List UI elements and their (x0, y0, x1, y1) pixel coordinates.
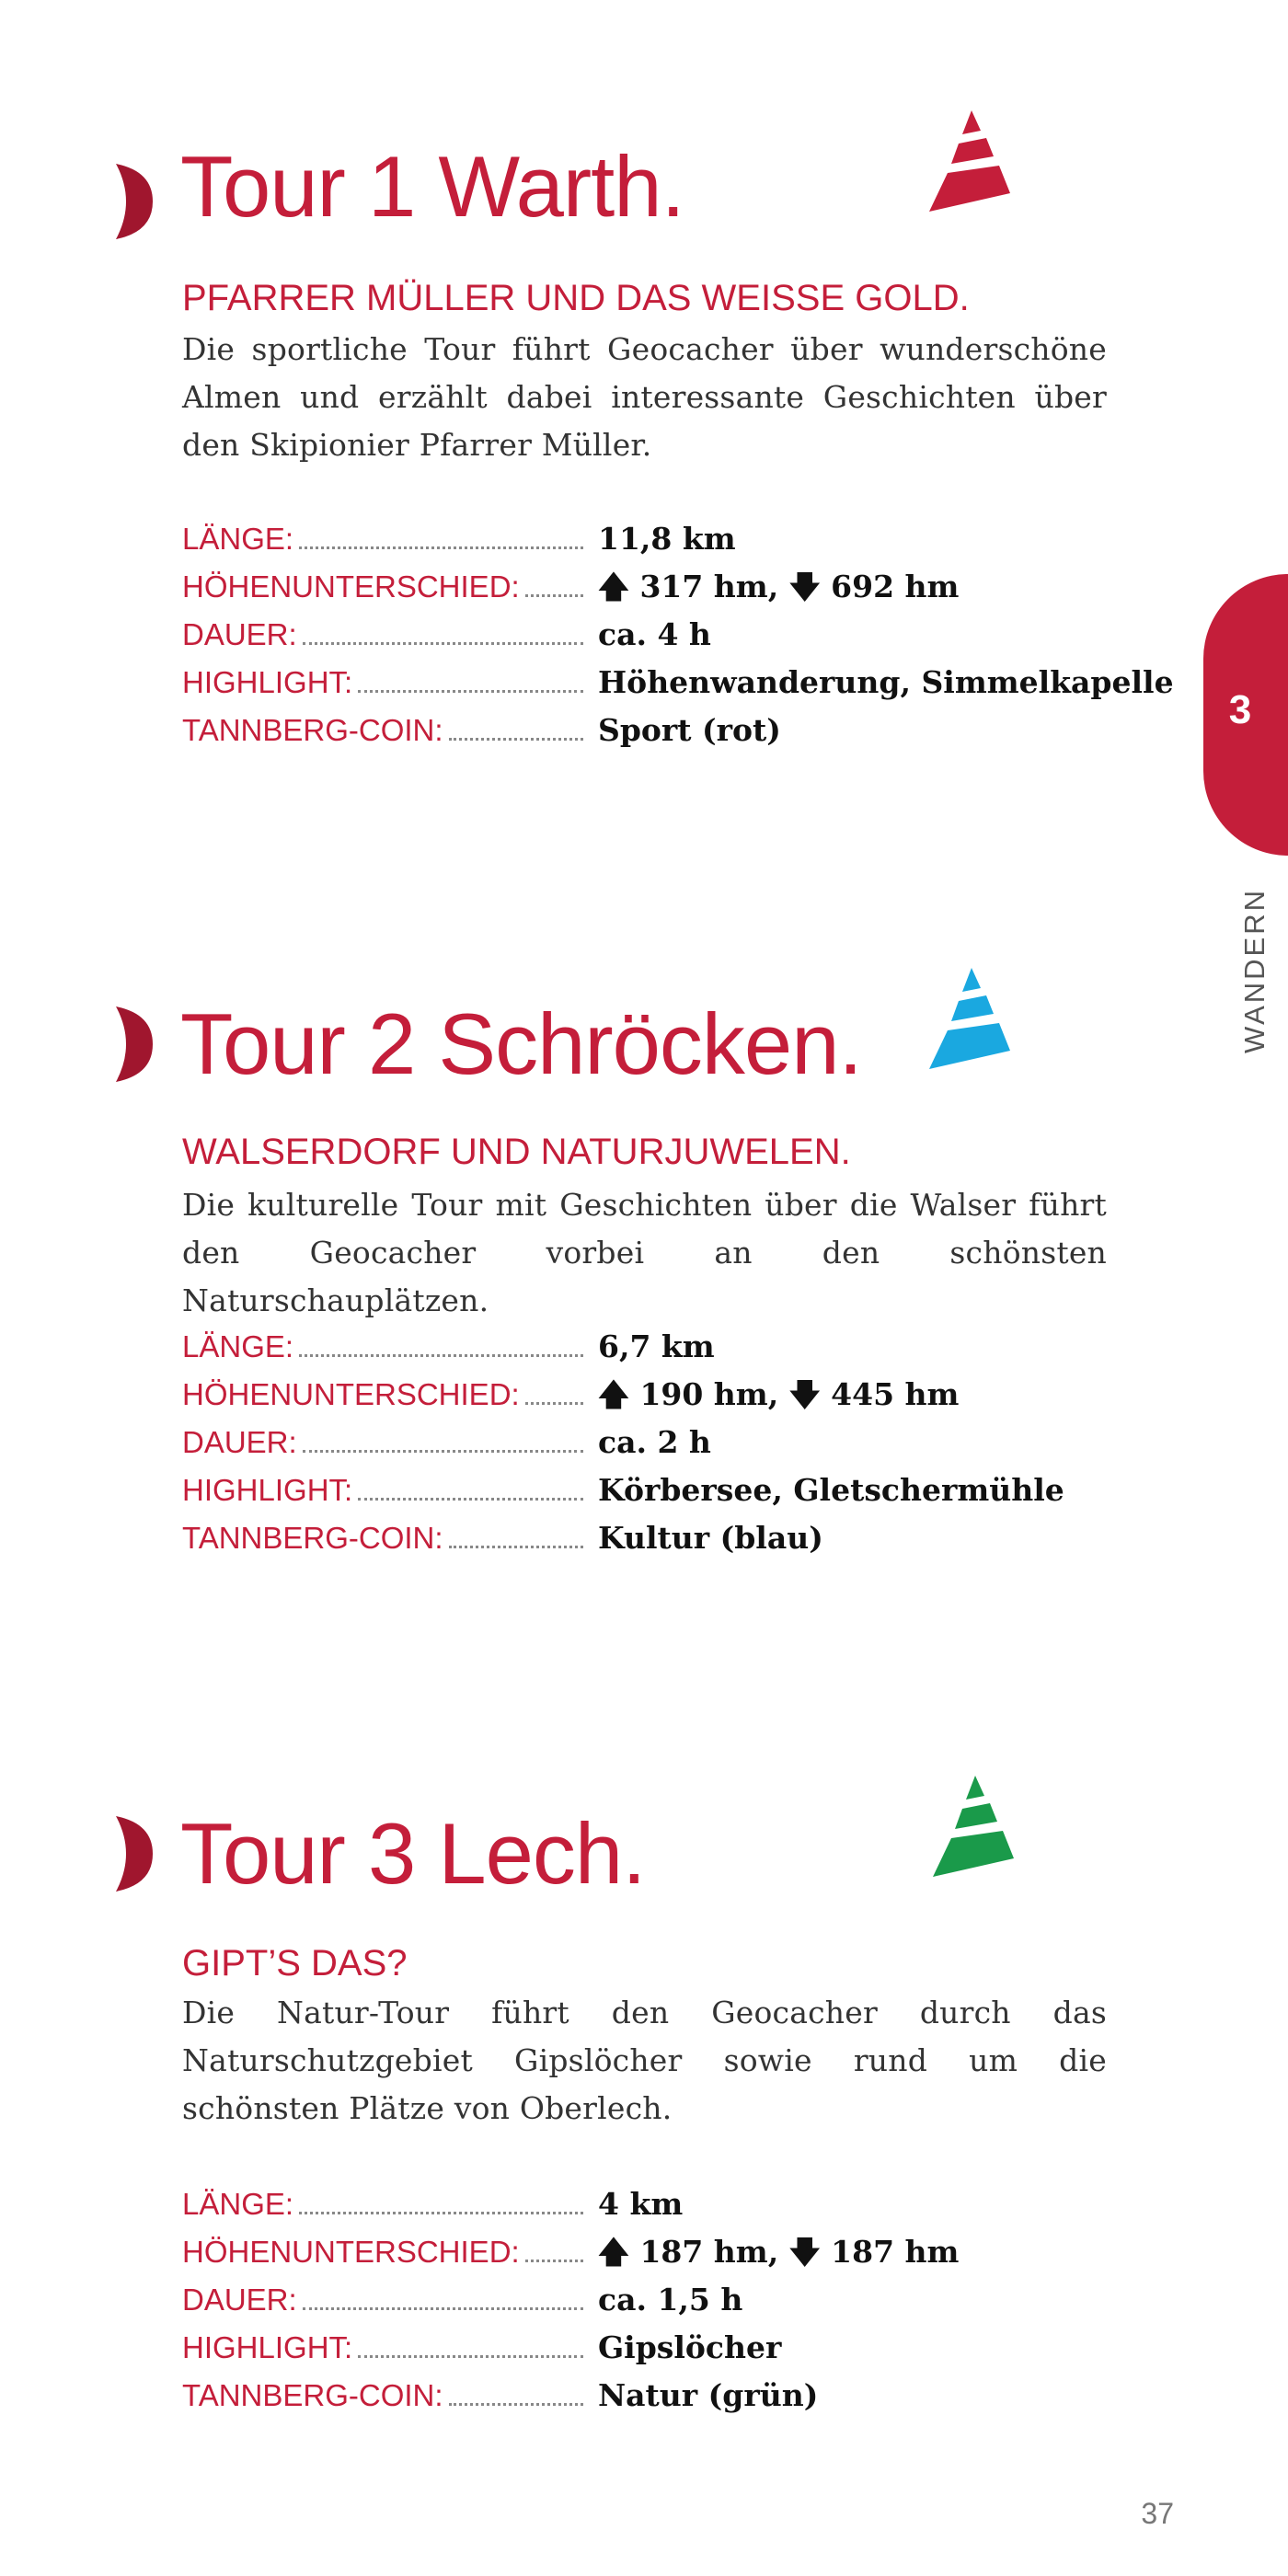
fact-label: HIGHLIGHT: (182, 2330, 353, 2364)
tour-description: Die Natur-Tour führt den Geocacher durch das Naturschutzgebiet Gipslöcher sowie rund um die schönsten Plätze von Oberlech. (182, 1995, 1107, 2126)
pine-tree-icon (926, 1774, 1018, 1884)
ascent-value: 317 hm, (639, 569, 779, 604)
fact-label: HÖHENUNTERSCHIED: (182, 1377, 520, 1411)
fact-label: LÄNGE: (182, 522, 294, 556)
tour-subtitle: PFARRER MÜLLER UND DAS WEISSE GOLD. (182, 278, 970, 318)
descent-value: 445 hm (831, 1376, 960, 1412)
fact-duration (182, 1419, 1148, 1466)
fact-duration (182, 611, 1148, 659)
arrow-up-icon: 🡅 (598, 2234, 629, 2270)
chevron-right-icon (116, 1816, 153, 1892)
pine-tree-icon (922, 109, 1014, 219)
fact-value: Gipslöcher (598, 2329, 782, 2365)
tour-subtitle: GIPT’S DAS? (182, 1943, 408, 1984)
arrow-up-icon: 🡅 (598, 569, 629, 604)
pine-tree-icon (922, 966, 1014, 1076)
fact-value: Höhenwanderung, Simmelkapelle (598, 664, 1174, 700)
fact-label: LÄNGE: (182, 1329, 294, 1363)
fact-label: DAUER: (182, 617, 297, 651)
arrow-down-icon: 🡇 (788, 1376, 821, 1412)
tour-subtitle: WALSERDORF UND NATURJUWELEN. (182, 1132, 851, 1172)
fact-coin (182, 2372, 1148, 2420)
chevron-right-icon (116, 164, 153, 239)
fact-value: Natur (grün) (598, 2377, 819, 2413)
fact-value: 6,7 km (598, 1328, 715, 1364)
fact-length (182, 515, 1148, 563)
fact-label: TANNBERG-COIN: (182, 2378, 443, 2412)
fact-value: ca. 2 h (598, 1424, 711, 1460)
tour-title: Tour 3 Lech. (180, 1805, 646, 1902)
fact-label: HIGHLIGHT: (182, 1473, 353, 1507)
chevron-right-icon (116, 1006, 153, 1082)
fact-length (182, 2180, 1148, 2228)
page-number: 37 (1141, 2497, 1174, 2530)
tour-description: Die sportliche Tour führt Geocacher über wunderschöne Almen und erzählt dabei interessante Geschichten über den Skipionier Pfarrer Müller. (182, 331, 1107, 463)
fact-coin (182, 1514, 1148, 1562)
fact-label: DAUER: (182, 1425, 297, 1459)
fact-value: Sport (rot) (598, 712, 781, 748)
fact-elevation (182, 1371, 1148, 1419)
chapter-number: 3 (1228, 687, 1252, 732)
fact-highlight (182, 659, 1174, 707)
fact-highlight (182, 2324, 1148, 2372)
chapter-label: WANDERN (1238, 887, 1271, 1054)
fact-elevation (182, 563, 1148, 611)
ascent-value: 187 hm, (639, 2234, 779, 2270)
tour-facts (182, 2180, 1148, 2420)
fact-value: ca. 1,5 h (598, 2282, 743, 2317)
arrow-down-icon: 🡇 (788, 2234, 821, 2270)
descent-value: 692 hm (831, 569, 960, 604)
tour-title: Tour 2 Schröcken. (180, 995, 862, 1092)
fact-value: Kultur (blau) (598, 1520, 823, 1556)
fact-length (182, 1323, 1148, 1371)
fact-label: TANNBERG-COIN: (182, 713, 443, 747)
tour-title: Tour 1 Warth. (180, 138, 684, 235)
fact-coin (182, 707, 1148, 754)
fact-label: HIGHLIGHT: (182, 665, 353, 699)
tour-facts (182, 515, 1174, 754)
tour-description: Die kulturelle Tour mit Geschichten über die Walser führt den Geocacher vorbei an den schönsten Naturschauplätzen. (182, 1187, 1107, 1318)
fact-label: LÄNGE: (182, 2187, 294, 2221)
fact-label: HÖHENUNTERSCHIED: (182, 569, 520, 604)
arrow-up-icon: 🡅 (598, 1376, 629, 1412)
ascent-value: 190 hm, (639, 1376, 779, 1412)
fact-label: DAUER: (182, 2283, 297, 2317)
fact-elevation (182, 2228, 1148, 2276)
fact-highlight (182, 1466, 1148, 1514)
tour-facts (182, 1323, 1148, 1562)
fact-value: 4 km (598, 2186, 684, 2222)
fact-value: Körbersee, Gletschermühle (598, 1472, 1064, 1508)
descent-value: 187 hm (831, 2234, 960, 2270)
fact-label: HÖHENUNTERSCHIED: (182, 2235, 520, 2269)
fact-label: TANNBERG-COIN: (182, 1521, 443, 1555)
arrow-down-icon: 🡇 (788, 569, 821, 604)
fact-value: 11,8 km (598, 521, 736, 557)
fact-duration (182, 2276, 1148, 2324)
fact-value: ca. 4 h (598, 616, 711, 652)
